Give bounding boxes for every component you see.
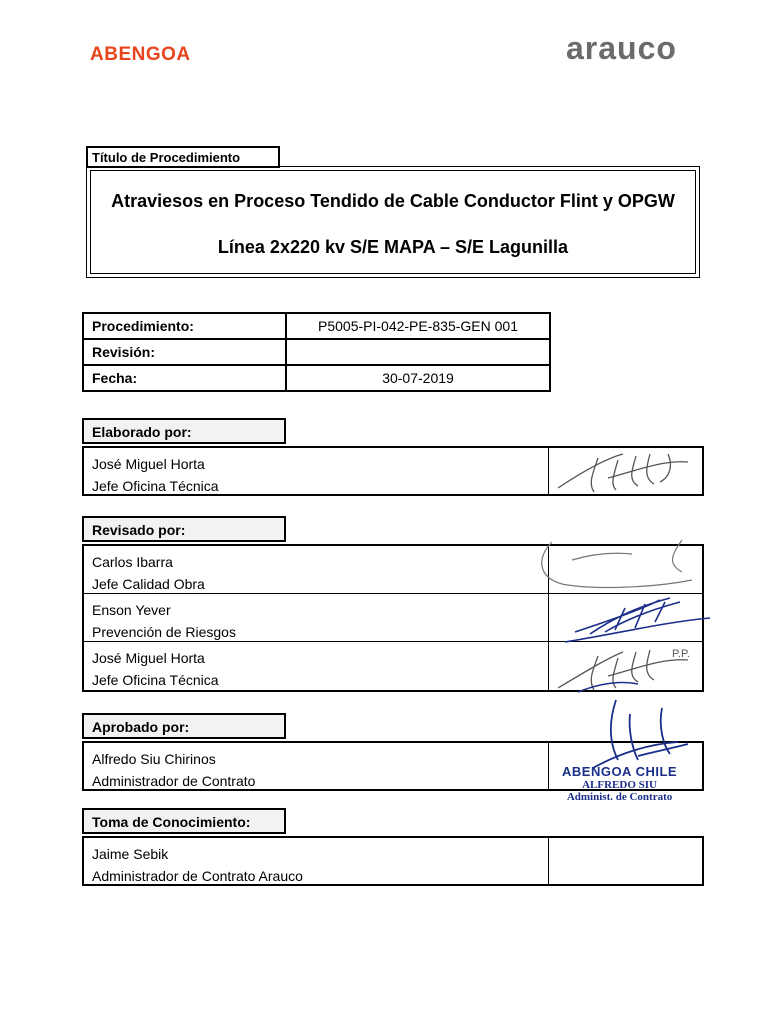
person-name: Jaime Sebik [92, 846, 169, 862]
toma-block [82, 836, 704, 886]
person-name: José Miguel Horta [92, 456, 205, 472]
procedure-title: Atraviesos en Proceso Tendido de Cable Conductor Flint y OPGW [111, 191, 675, 211]
revision-label: Revisión: [83, 339, 286, 365]
person-role: Administrador de Contrato [92, 773, 256, 789]
procedure-subtitle: Línea 2x220 kv S/E MAPA – S/E Lagunilla [217, 237, 569, 257]
person-name: Enson Yever [92, 602, 171, 618]
procedimiento-label: Procedimiento: [83, 313, 286, 339]
fecha-value: 30-07-2019 [286, 365, 550, 391]
pp-mark: P.P. [672, 648, 690, 660]
arauco-logo: arauco [566, 30, 677, 66]
revision-value [286, 339, 550, 365]
person-role: Administrador de Contrato Arauco [92, 868, 303, 884]
signature-ibarra [532, 532, 712, 592]
list-item [84, 838, 702, 886]
toma-header: Toma de Conocimiento: [82, 808, 286, 834]
table-row [83, 365, 550, 391]
elaborado-header: Elaborado por: [82, 418, 286, 444]
aprobado-header: Aprobado por: [82, 713, 286, 739]
person-name: José Miguel Horta [92, 650, 205, 666]
fecha-label: Fecha: [83, 365, 286, 391]
person-role: Prevención de Riesgos [92, 624, 236, 640]
procedimiento-value: P5005-PI-042-PE-835-GEN 001 [286, 313, 550, 339]
approval-stamp: ABENGOA CHILE ALFREDO SIU Administ. de Contrato [562, 764, 678, 803]
table-row [83, 339, 550, 365]
revisado-header: Revisado por: [82, 516, 286, 542]
abengoa-logo: ABENGOA [90, 44, 191, 65]
title-box [86, 166, 700, 278]
signature-horta [548, 448, 698, 498]
title-tab: Título de Procedimiento [86, 146, 280, 168]
person-role: Jefe Oficina Técnica [92, 478, 219, 494]
procedure-table [82, 312, 551, 392]
table-row [83, 313, 550, 339]
person-name: Carlos Ibarra [92, 554, 173, 570]
person-role: Jefe Oficina Técnica [92, 672, 219, 688]
person-role: Jefe Calidad Obra [92, 576, 205, 592]
signature-siu [578, 694, 698, 774]
person-name: Alfredo Siu Chirinos [92, 751, 216, 767]
